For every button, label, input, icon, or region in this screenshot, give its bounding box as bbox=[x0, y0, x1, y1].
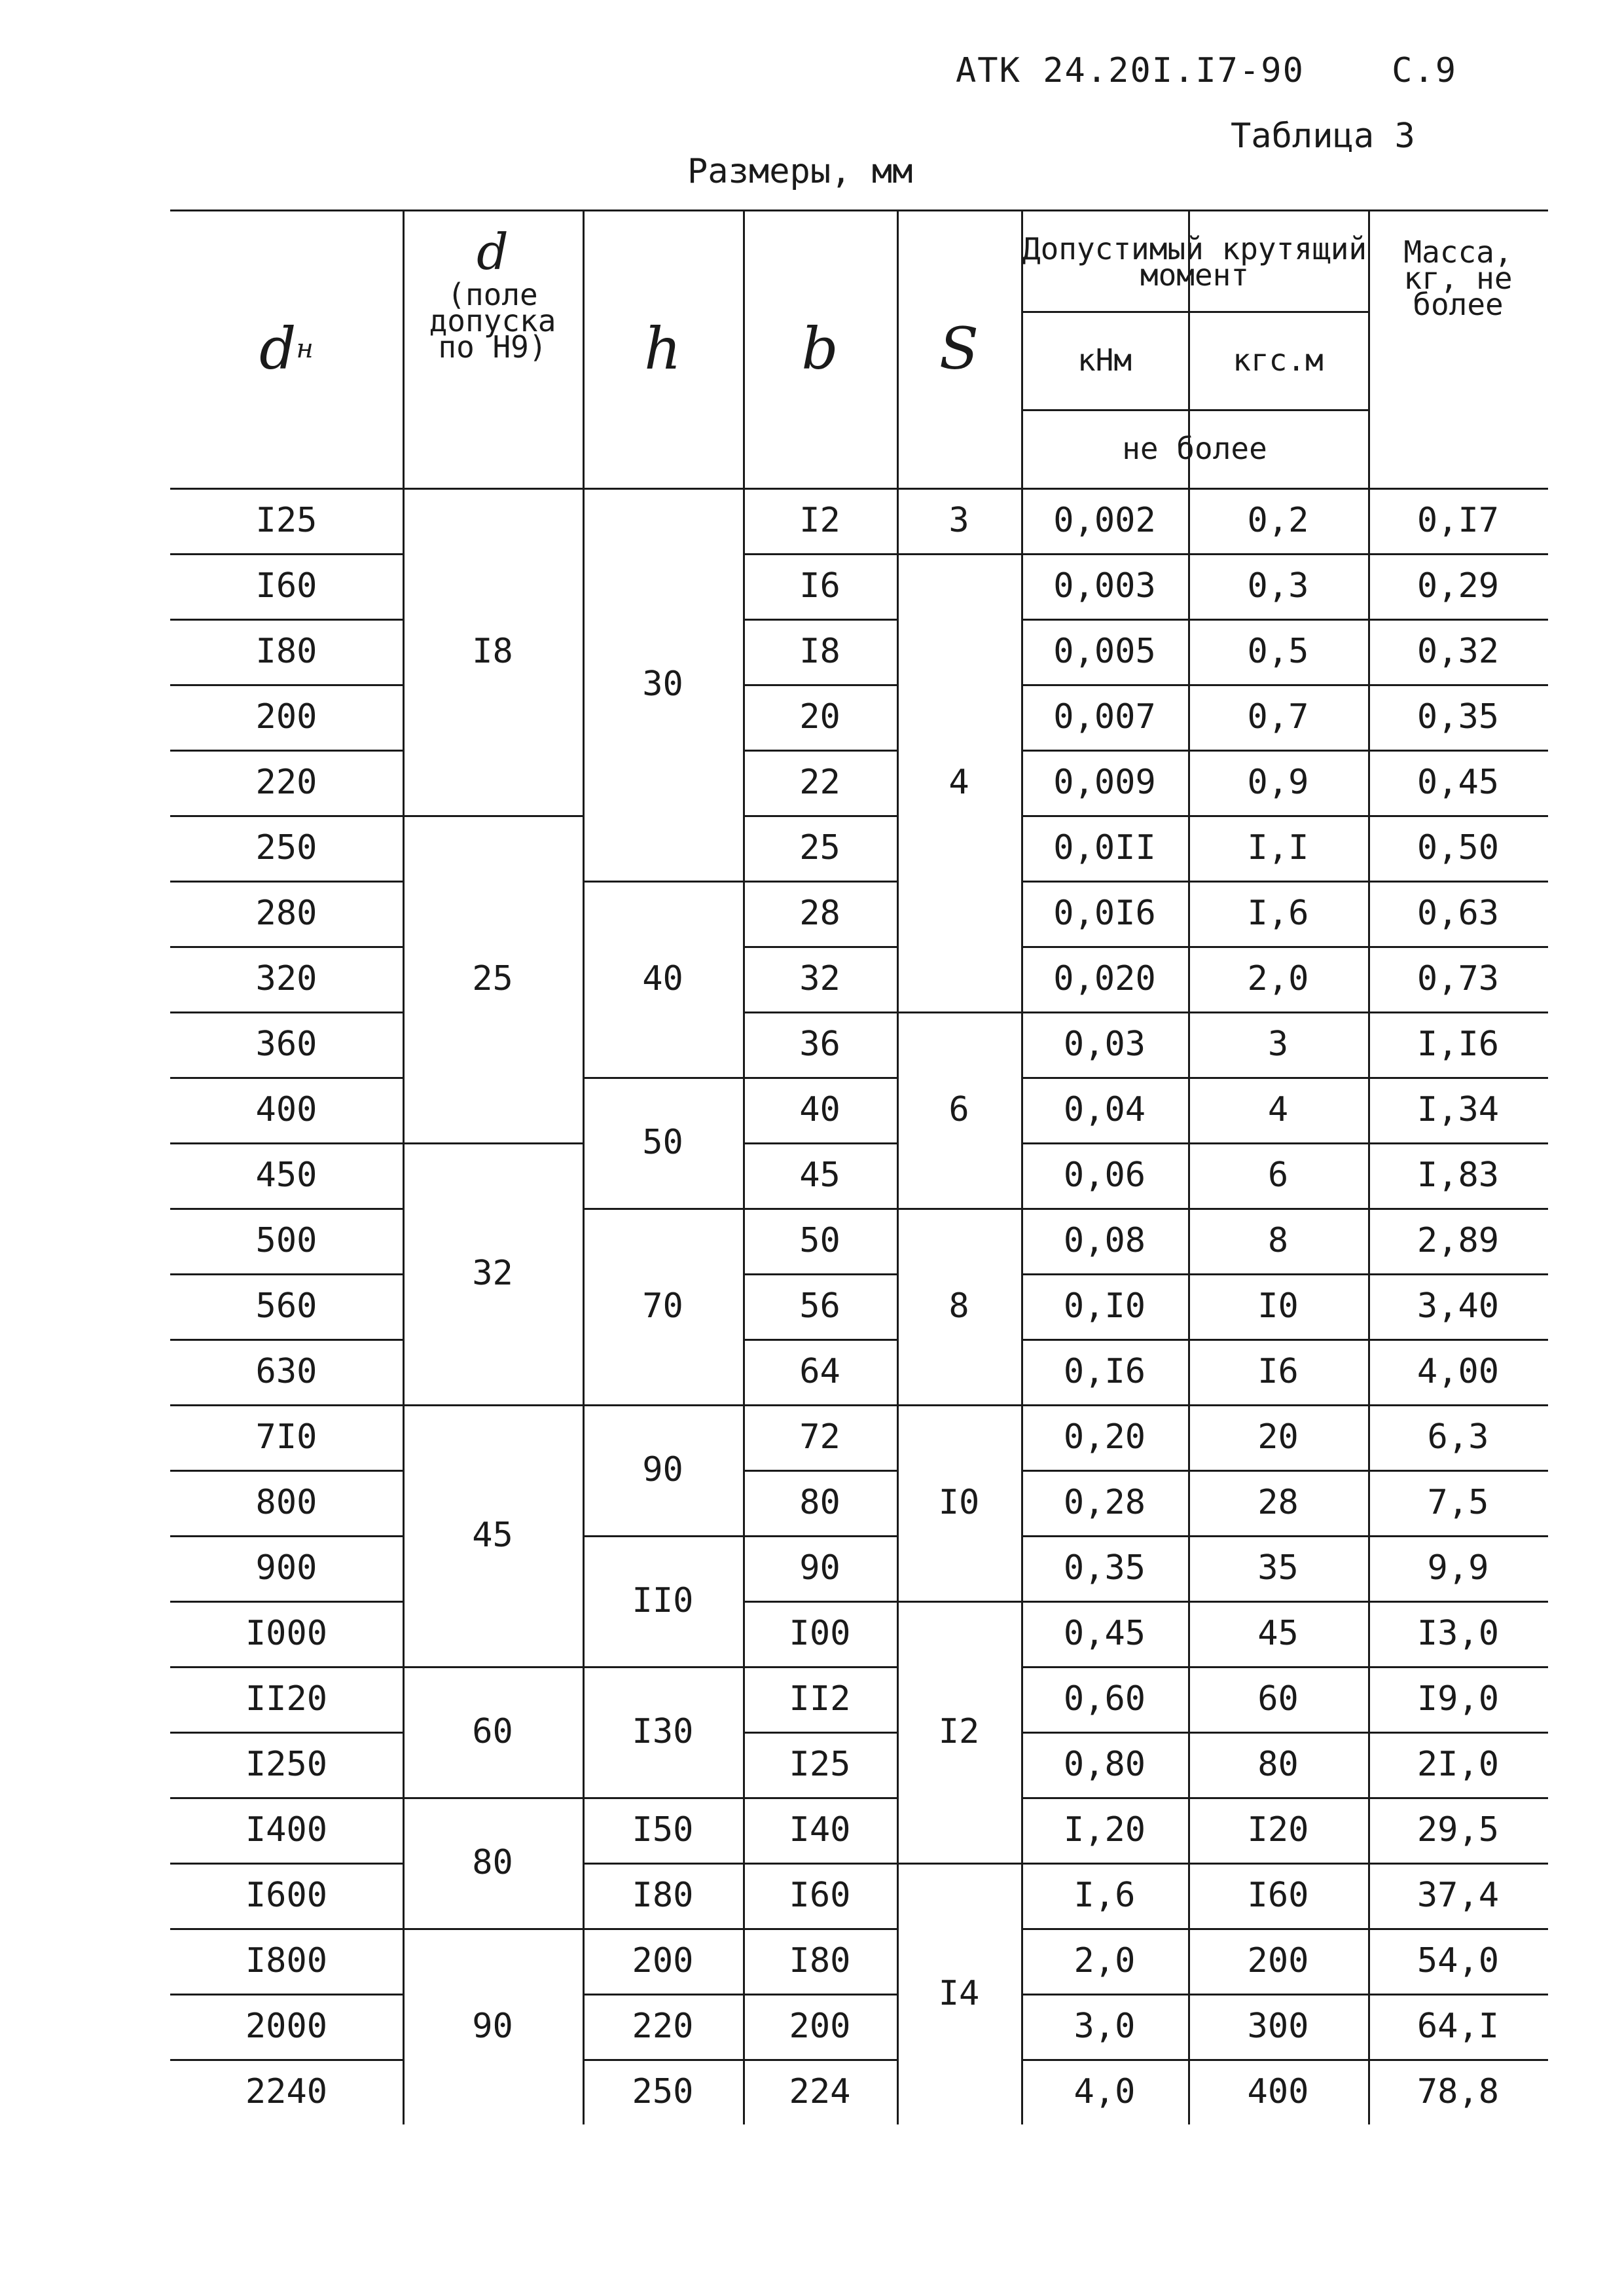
cell-dn: 220 bbox=[255, 763, 317, 802]
cell-b: I6 bbox=[799, 566, 840, 606]
cell-mass: 0,73 bbox=[1416, 959, 1500, 998]
cell-knm: 2,0 bbox=[1074, 1941, 1136, 1980]
cell-mass: 54,0 bbox=[1416, 1941, 1500, 1980]
cell-kgsm: 45 bbox=[1257, 1614, 1299, 1653]
cell-b: I60 bbox=[789, 1876, 851, 1915]
header-torque: Допустимый крутящий момент bbox=[1022, 231, 1367, 293]
cell-dn: 400 bbox=[255, 1090, 317, 1129]
cell-kgsm: 3 bbox=[1267, 1025, 1289, 1064]
cell-mass: 9,9 bbox=[1427, 1548, 1489, 1588]
cell-kgsm: 28 bbox=[1257, 1483, 1299, 1522]
cell-knm: 0,08 bbox=[1063, 1221, 1146, 1260]
cell-d: I8 bbox=[472, 632, 513, 671]
cell-b: II2 bbox=[789, 1679, 851, 1719]
cell-d: 45 bbox=[472, 1516, 513, 1555]
cell-b: I00 bbox=[789, 1614, 851, 1653]
cell-h: 30 bbox=[642, 665, 683, 704]
cell-kgsm: 8 bbox=[1267, 1221, 1289, 1260]
cell-b: 64 bbox=[799, 1352, 840, 1391]
cell-b: 32 bbox=[799, 959, 840, 998]
cell-mass: I,34 bbox=[1416, 1090, 1500, 1129]
cell-knm: 0,0II bbox=[1053, 828, 1156, 867]
doc-code-text: АТК 24.20I.I7-90 bbox=[956, 51, 1305, 90]
cell-kgsm: I0 bbox=[1257, 1286, 1299, 1326]
cell-dn: 560 bbox=[255, 1286, 317, 1326]
cell-knm: 0,04 bbox=[1063, 1090, 1146, 1129]
cell-knm: 0,I0 bbox=[1063, 1286, 1146, 1326]
cell-mass: 37,4 bbox=[1416, 1876, 1500, 1915]
cell-dn: 320 bbox=[255, 959, 317, 998]
cell-kgsm: 200 bbox=[1247, 1941, 1309, 1980]
cell-knm: 0,06 bbox=[1063, 1156, 1146, 1195]
cell-mass: I9,0 bbox=[1416, 1679, 1500, 1719]
cell-s: I0 bbox=[938, 1483, 980, 1522]
cell-knm: 0,80 bbox=[1063, 1745, 1146, 1784]
cell-s: 4 bbox=[948, 763, 969, 802]
document-code bbox=[956, 51, 1457, 90]
header-dn bbox=[170, 210, 403, 488]
cell-dn: 2240 bbox=[245, 2072, 328, 2111]
cell-b: 25 bbox=[799, 828, 840, 867]
cell-knm: I,6 bbox=[1074, 1876, 1136, 1915]
cell-mass: I3,0 bbox=[1416, 1614, 1500, 1653]
cell-h: 70 bbox=[642, 1286, 683, 1326]
cell-mass: 7,5 bbox=[1427, 1483, 1489, 1522]
cell-knm: 4,0 bbox=[1074, 2072, 1136, 2111]
cell-s: I4 bbox=[938, 1974, 980, 2013]
cell-s: 6 bbox=[948, 1090, 969, 1129]
cell-b: 36 bbox=[799, 1025, 840, 1064]
cell-dn: 360 bbox=[255, 1025, 317, 1064]
cell-b: 56 bbox=[799, 1286, 840, 1326]
cell-mass: I,83 bbox=[1416, 1156, 1500, 1195]
cell-h: 90 bbox=[642, 1450, 683, 1489]
cell-knm: 0,002 bbox=[1053, 501, 1156, 540]
cell-b: 80 bbox=[799, 1483, 840, 1522]
cell-dn: 500 bbox=[255, 1221, 317, 1260]
cell-kgsm: 35 bbox=[1257, 1548, 1299, 1588]
cell-mass: 3,40 bbox=[1416, 1286, 1500, 1326]
cell-mass: 29,5 bbox=[1416, 1810, 1500, 1850]
cell-knm: 0,20 bbox=[1063, 1417, 1146, 1457]
cell-kgsm: I60 bbox=[1247, 1876, 1309, 1915]
cell-kgsm: 0,3 bbox=[1247, 566, 1309, 606]
cell-dn: I000 bbox=[245, 1614, 328, 1653]
header-kgsm: кгс.м bbox=[1233, 342, 1324, 378]
cell-b: 72 bbox=[799, 1417, 840, 1457]
cell-b: 28 bbox=[799, 894, 840, 933]
cell-dn: 280 bbox=[255, 894, 317, 933]
cell-knm: I,20 bbox=[1063, 1810, 1146, 1850]
cell-b: I40 bbox=[789, 1810, 851, 1850]
cell-b: I8 bbox=[799, 632, 840, 671]
cell-dn: I60 bbox=[255, 566, 317, 606]
cell-d: 90 bbox=[472, 2007, 513, 2046]
table-number: Таблица 3 bbox=[1231, 117, 1415, 156]
cell-b: I2 bbox=[799, 501, 840, 540]
cell-knm: 0,35 bbox=[1063, 1548, 1146, 1588]
cell-d: 32 bbox=[472, 1254, 513, 1293]
cell-s: 8 bbox=[948, 1286, 969, 1326]
cell-kgsm: I,I bbox=[1247, 828, 1309, 867]
cell-b: 200 bbox=[789, 2007, 851, 2046]
cell-kgsm: I,6 bbox=[1247, 894, 1309, 933]
cell-b: 20 bbox=[799, 697, 840, 737]
cell-h: I30 bbox=[632, 1712, 694, 1751]
cell-knm: 0,0I6 bbox=[1053, 894, 1156, 933]
cell-b: 40 bbox=[799, 1090, 840, 1129]
cell-s: I2 bbox=[938, 1712, 980, 1751]
cell-h: I80 bbox=[632, 1876, 694, 1915]
cell-kgsm: 4 bbox=[1267, 1090, 1289, 1129]
cell-b: 90 bbox=[799, 1548, 840, 1588]
cell-dn: 630 bbox=[255, 1352, 317, 1391]
cell-dn: I600 bbox=[245, 1876, 328, 1915]
header-ne-bolee: не более bbox=[1122, 431, 1267, 466]
cell-b: 50 bbox=[799, 1221, 840, 1260]
d-tolerance-note: (поле допуска по Н9) bbox=[429, 277, 556, 365]
cell-dn: I400 bbox=[245, 1810, 328, 1850]
cell-kgsm: 80 bbox=[1257, 1745, 1299, 1784]
cell-mass: 0,50 bbox=[1416, 828, 1500, 867]
cell-b: 224 bbox=[789, 2072, 851, 2111]
cell-dn: II20 bbox=[245, 1679, 328, 1719]
cell-knm: 0,28 bbox=[1063, 1483, 1146, 1522]
cell-kgsm: 0,5 bbox=[1247, 632, 1309, 671]
cell-knm: 3,0 bbox=[1074, 2007, 1136, 2046]
cell-dn: 450 bbox=[255, 1156, 317, 1195]
cell-dn: 200 bbox=[255, 697, 317, 737]
cell-dn: 2000 bbox=[245, 2007, 328, 2046]
cell-knm: 0,I6 bbox=[1063, 1352, 1146, 1391]
cell-dn: I80 bbox=[255, 632, 317, 671]
cell-kgsm: 60 bbox=[1257, 1679, 1299, 1719]
d-symbol: d bbox=[477, 223, 509, 281]
header-knm: кНм bbox=[1077, 342, 1132, 378]
cell-dn: 900 bbox=[255, 1548, 317, 1588]
cell-knm: 0,45 bbox=[1063, 1614, 1146, 1653]
cell-mass: 0,29 bbox=[1416, 566, 1500, 606]
dn-symbol: d bbox=[259, 315, 297, 382]
cell-kgsm: I6 bbox=[1257, 1352, 1299, 1391]
cell-d: 80 bbox=[472, 1843, 513, 1882]
cell-h: II0 bbox=[632, 1581, 694, 1620]
cell-dn: 800 bbox=[255, 1483, 317, 1522]
cell-knm: 0,020 bbox=[1053, 959, 1156, 998]
cell-b: 45 bbox=[799, 1156, 840, 1195]
cell-kgsm: 20 bbox=[1257, 1417, 1299, 1457]
cell-h: 50 bbox=[642, 1123, 683, 1162]
cell-knm: 0,005 bbox=[1053, 632, 1156, 671]
dn-subscript: н bbox=[296, 333, 314, 364]
cell-dn: I250 bbox=[245, 1745, 328, 1784]
cell-b: 22 bbox=[799, 763, 840, 802]
cell-mass: 2,89 bbox=[1416, 1221, 1500, 1260]
cell-knm: 0,007 bbox=[1053, 697, 1156, 737]
cell-mass: 4,00 bbox=[1416, 1352, 1500, 1391]
header-d bbox=[403, 223, 583, 365]
cell-knm: 0,03 bbox=[1063, 1025, 1146, 1064]
units-caption: Размеры, мм bbox=[687, 152, 913, 191]
cell-dn: I800 bbox=[245, 1941, 328, 1980]
cell-kgsm: 6 bbox=[1267, 1156, 1289, 1195]
cell-mass: 64,I bbox=[1416, 2007, 1500, 2046]
cell-mass: 0,32 bbox=[1416, 632, 1500, 671]
cell-d: 60 bbox=[472, 1712, 513, 1751]
header-s: S bbox=[939, 315, 979, 382]
cell-dn: 250 bbox=[255, 828, 317, 867]
cell-kgsm: I20 bbox=[1247, 1810, 1309, 1850]
cell-h: 200 bbox=[632, 1941, 694, 1980]
cell-knm: 0,003 bbox=[1053, 566, 1156, 606]
cell-knm: 0,60 bbox=[1063, 1679, 1146, 1719]
cell-h: 250 bbox=[632, 2072, 694, 2111]
cell-h: I50 bbox=[632, 1810, 694, 1850]
header-h: h bbox=[644, 315, 681, 382]
cell-kgsm: 0,9 bbox=[1247, 763, 1309, 802]
cell-mass: 0,45 bbox=[1416, 763, 1500, 802]
cell-b: I80 bbox=[789, 1941, 851, 1980]
header-b: b bbox=[801, 315, 839, 382]
cell-knm: 0,009 bbox=[1053, 763, 1156, 802]
cell-s: 3 bbox=[948, 501, 969, 540]
cell-h: 40 bbox=[642, 959, 683, 998]
page-number: С.9 bbox=[1392, 51, 1458, 90]
cell-kgsm: 2,0 bbox=[1247, 959, 1309, 998]
cell-kgsm: 300 bbox=[1247, 2007, 1309, 2046]
cell-mass: I,I6 bbox=[1416, 1025, 1500, 1064]
cell-kgsm: 0,2 bbox=[1247, 501, 1309, 540]
cell-b: I25 bbox=[789, 1745, 851, 1784]
cell-mass: 0,63 bbox=[1416, 894, 1500, 933]
cell-mass: 6,3 bbox=[1427, 1417, 1489, 1457]
cell-d: 25 bbox=[472, 959, 513, 998]
cell-mass: 0,35 bbox=[1416, 697, 1500, 737]
cell-kgsm: 0,7 bbox=[1247, 697, 1309, 737]
cell-mass: 2I,0 bbox=[1416, 1745, 1500, 1784]
cell-dn: 7I0 bbox=[255, 1417, 317, 1457]
cell-mass: 78,8 bbox=[1416, 2072, 1500, 2111]
cell-mass: 0,I7 bbox=[1416, 501, 1500, 540]
cell-kgsm: 400 bbox=[1247, 2072, 1309, 2111]
header-mass: Масса, кг, не более bbox=[1403, 234, 1513, 322]
cell-dn: I25 bbox=[255, 501, 317, 540]
cell-h: 220 bbox=[632, 2007, 694, 2046]
